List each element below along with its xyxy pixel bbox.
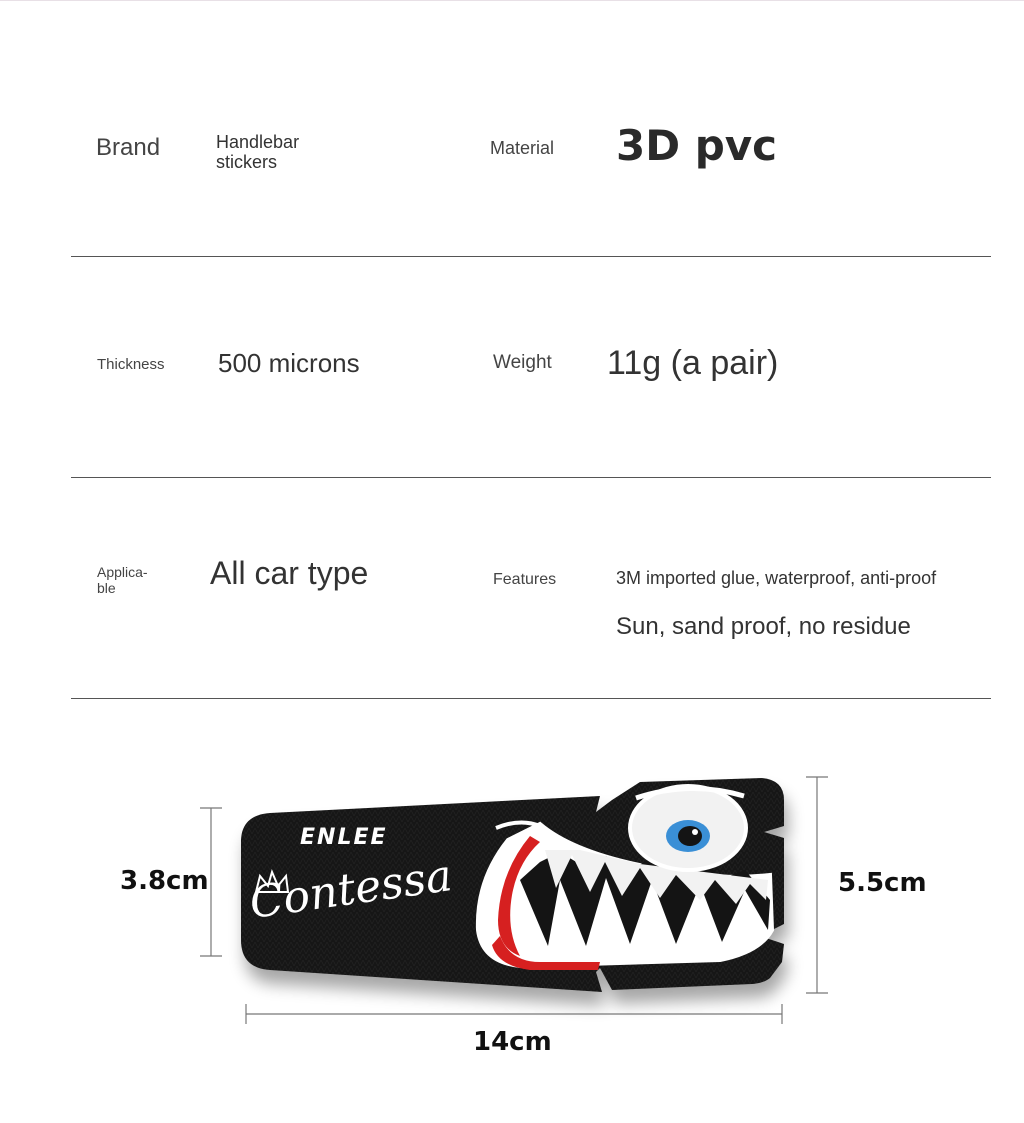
shark-eye-pupil	[678, 826, 702, 846]
weight-label: Weight	[493, 352, 552, 373]
divider-2	[71, 477, 991, 478]
sticker-logo: ENLEE	[300, 825, 388, 850]
brand-value-line2: stickers	[216, 152, 278, 172]
applicable-label	[97, 564, 148, 596]
brand-value-line1: Handlebar	[216, 132, 300, 152]
applicable-value: All car type	[210, 555, 369, 591]
applicable-label-line1: Applica-	[97, 564, 148, 580]
dim-right-line	[806, 777, 828, 993]
features-label: Features	[493, 571, 557, 588]
applicable-label-line2: ble	[97, 580, 116, 596]
material-label: Material	[490, 138, 555, 158]
divider-1	[71, 256, 991, 257]
divider-3	[71, 698, 991, 699]
shark-eye-highlight	[692, 829, 698, 835]
thickness-value: 500 microns	[218, 348, 360, 378]
material-value: 3D pvc	[616, 121, 778, 170]
brand-label: Brand	[96, 134, 161, 161]
weight-value: 11g (a pair)	[607, 344, 779, 382]
thickness-label: Thickness	[97, 356, 165, 373]
width-label: 14cm	[473, 1027, 552, 1057]
sticker-script: Contessa	[246, 850, 456, 929]
height-right-label: 5.5cm	[838, 868, 927, 898]
top-border	[0, 0, 1024, 1]
brand-value	[216, 132, 299, 172]
dim-bottom-line	[246, 1004, 782, 1024]
features-value-line1: 3M imported glue, waterproof, anti-proof	[616, 568, 937, 588]
height-left-label: 3.8cm	[120, 866, 209, 896]
features-value-line2: Sun, sand proof, no residue	[616, 613, 911, 640]
